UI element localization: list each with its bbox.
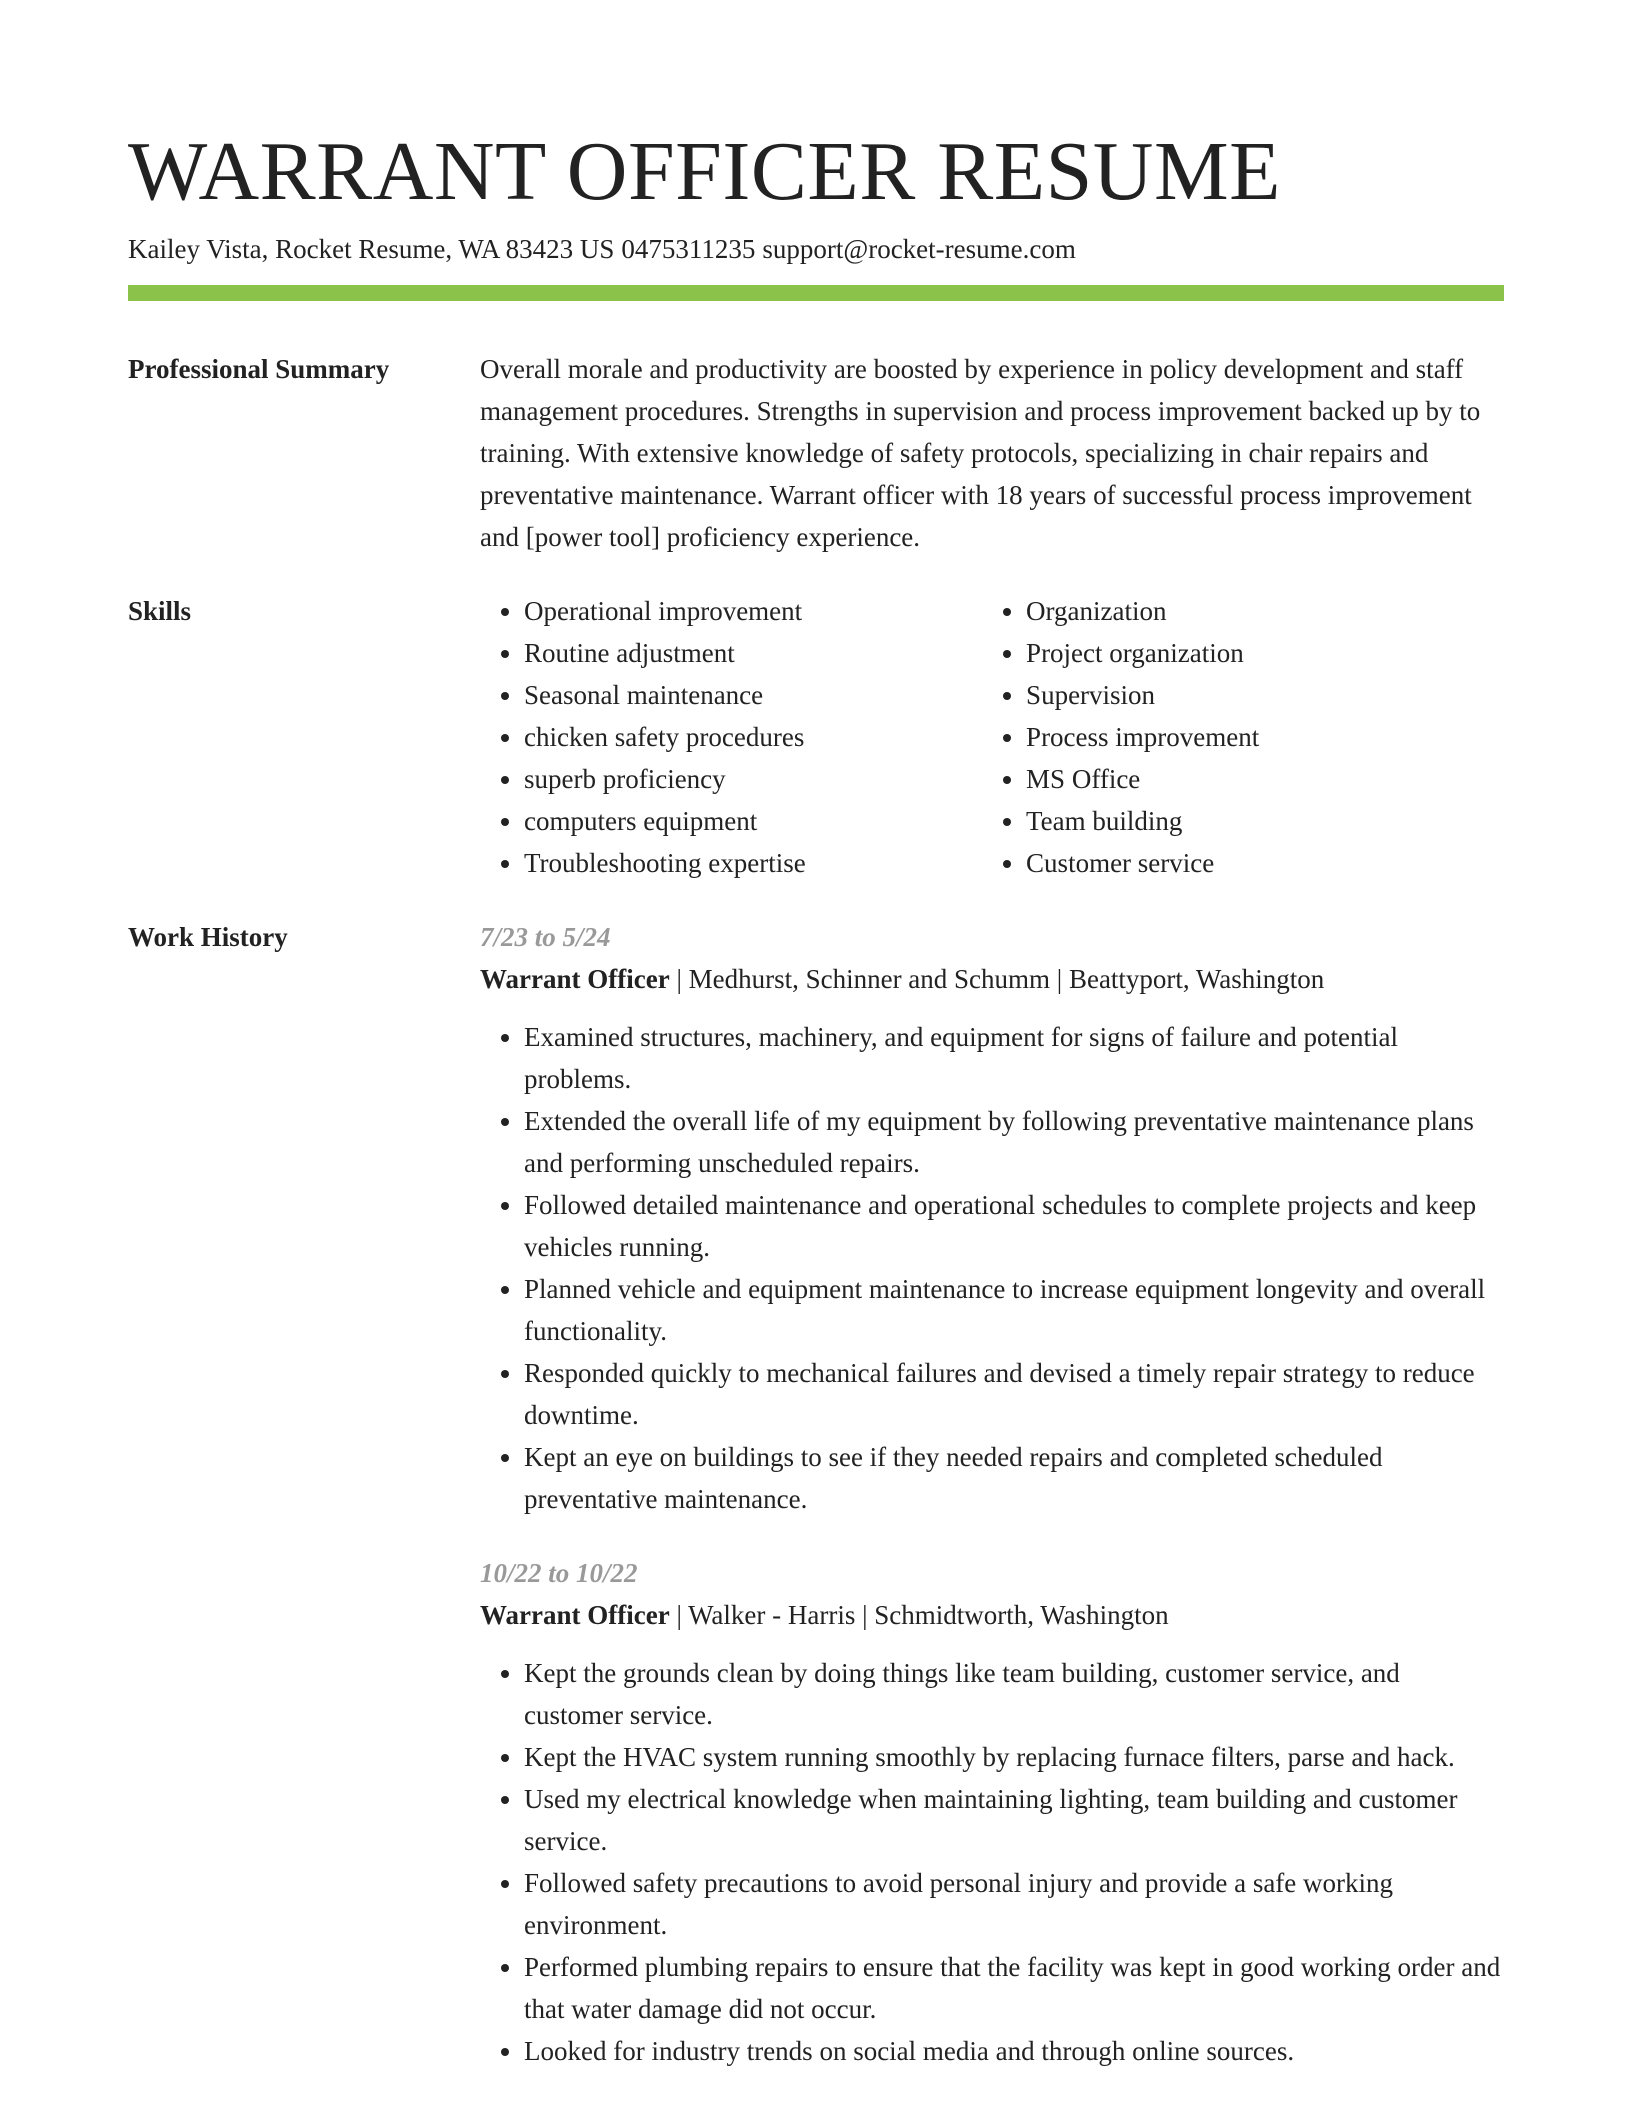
skill-item: • Organization [1026,590,1504,632]
job-bullet: • Kept the HVAC system running smoothly by replacing furnace filters, parse and hack. [524,1736,1504,1778]
skill-item: • chicken safety procedures [524,716,982,758]
contact-address: Kailey Vista, Rocket Resume, WA 83423 US [128,234,615,264]
job-heading [480,1594,1504,1636]
job-bullet: • Kept an eye on buildings to see if they needed repairs and completed scheduled preventative maintenance. [524,1436,1504,1520]
skill-item: • Seasonal maintenance [524,674,982,716]
job-bullet: • Responded quickly to mechanical failures and devised a timely repair strategy to reduce downtime. [524,1352,1504,1436]
job-bullet: • Examined structures, machinery, and equipment for signs of failure and potential problems. [524,1016,1504,1100]
contact-line [128,232,1083,266]
summary-text: Overall morale and productivity are boosted by experience in policy development and staff management procedures. Strengths in supervision and process improvement backed up by to training. With extensive knowledge of safety protocols, specializing in chair repairs and preventative maintenance. Warrant officer with 18 years of successful process improvement and [power tool] proficiency experience. [480,354,1481,552]
skill-item: • Troubleshooting expertise [524,842,982,884]
contact-email: support@rocket-resume.com [762,234,1076,264]
skills-label: Skills [128,596,192,626]
skill-item: • superb proficiency [524,758,982,800]
contact-phone: 0475311235 [621,234,756,264]
skills-list-right [982,590,1504,884]
header-divider [128,285,1504,301]
job-bullets [480,1016,1504,1520]
skill-item: • Team building [1026,800,1504,842]
summary-label: Professional Summary [128,354,390,384]
skill-item: • Project organization [1026,632,1504,674]
job-bullets [480,1652,1504,2072]
job-details: | Medhurst, Schinner and Schumm | Beattyport, Washington [669,964,1325,994]
job-dates: 7/23 to 5/24 [480,922,611,952]
skill-item: • Routine adjustment [524,632,982,674]
skills-list-left [480,590,982,884]
job-bullet: • Followed safety precautions to avoid personal injury and provide a safe working environment. [524,1862,1504,1946]
job-bullet: • Kept the grounds clean by doing things like team building, customer service, and customer service. [524,1652,1504,1736]
job-entry [480,916,1504,1520]
job-entry [480,1552,1504,2072]
skill-item: • Supervision [1026,674,1504,716]
skill-item: • computers equipment [524,800,982,842]
job-dates: 10/22 to 10/22 [480,1558,638,1588]
skill-item: • Customer service [1026,842,1504,884]
summary-body [480,348,1504,558]
job-bullet: • Performed plumbing repairs to ensure that the facility was kept in good working order and that water damage did not occur. [524,1946,1504,2030]
job-bullet: • Looked for industry trends on social media and through online sources. [524,2030,1504,2072]
job-title: Warrant Officer [480,1600,670,1630]
job-details: | Walker - Harris | Schmidtworth, Washington [669,1600,1169,1630]
job-bullet: • Planned vehicle and equipment maintenance to increase equipment longevity and overall functionality. [524,1268,1504,1352]
skill-item: • Operational improvement [524,590,982,632]
job-heading [480,958,1504,1000]
work-history-label: Work History [128,922,288,952]
skill-item: • MS Office [1026,758,1504,800]
work-history-body [480,916,1504,2072]
skills-body [480,590,1504,884]
resume-title: WARRANT OFFICER RESUME [128,125,1281,218]
job-title: Warrant Officer [480,964,670,994]
job-bullet: • Extended the overall life of my equipment by following preventative maintenance plans and performing unscheduled repairs. [524,1100,1504,1184]
job-bullet: • Used my electrical knowledge when maintaining lighting, team building and customer service. [524,1778,1504,1862]
skill-item: • Process improvement [1026,716,1504,758]
job-bullet: • Followed detailed maintenance and operational schedules to complete projects and keep vehicles running. [524,1184,1504,1268]
skills-columns [480,590,1504,884]
